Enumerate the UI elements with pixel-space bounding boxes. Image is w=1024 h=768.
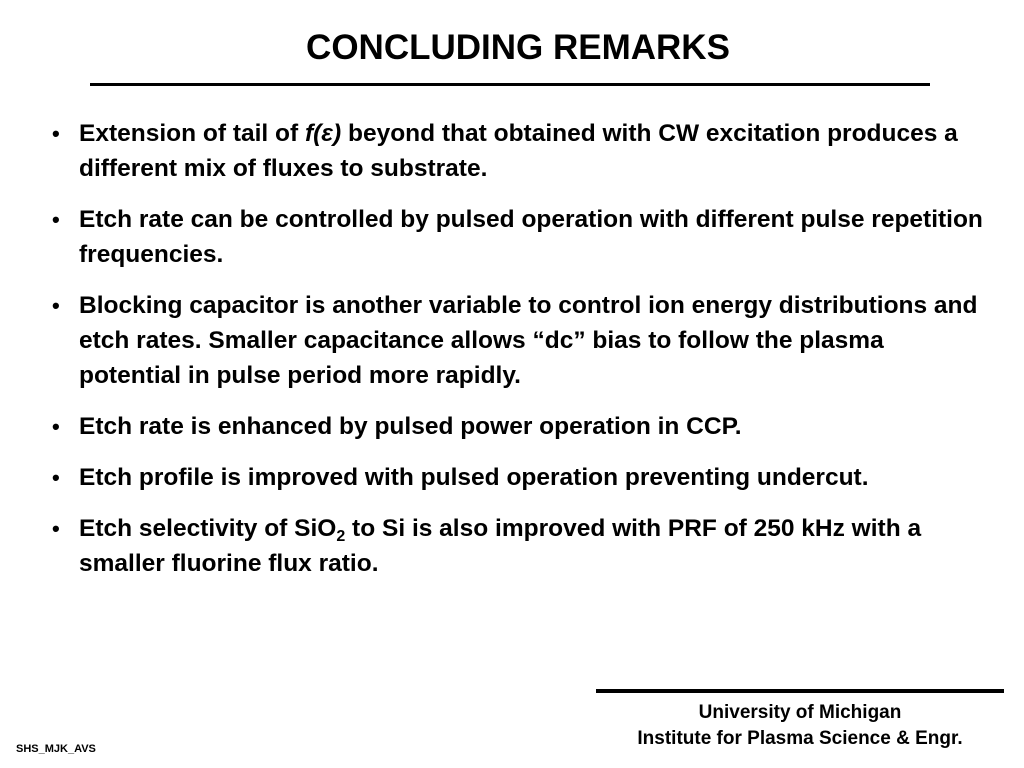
bullet-list [52,116,992,597]
bullet-text-start: Extension of tail of [79,120,305,147]
bullet-item-blocking-capacitor [52,288,992,393]
subscript-two: 2 [336,528,346,545]
university-name: University of Michigan [698,702,902,723]
bullet-text-start: Etch selectivity of SiO [79,515,337,542]
footer-organization [596,700,1004,752]
bullet-text: Etch rate is enhanced by pulsed power operation in CCP. [79,413,742,440]
bullet-text-end: to Si is also improved with PRF of 250 kHz with a smaller fluorine flux ratio. [79,515,922,577]
footer-rule [596,689,1004,693]
bullet-text-end: beyond that obtained with CW excitation produces a different mix of fluxes to substrate. [79,120,958,182]
bullet-item-tail-extension [52,116,992,186]
bullet-icon: • [52,121,60,146]
bullet-text: Etch rate can be controlled by pulsed operation with different pulse repetition frequencies. [79,206,983,268]
bullet-text: Etch profile is improved with pulsed operation preventing undercut. [79,464,869,491]
bullet-icon: • [52,207,60,232]
distribution-function-symbol: f(ε) [304,120,342,147]
bullet-item-etch-selectivity [52,511,992,581]
bullet-icon: • [52,414,60,439]
bullet-icon: • [52,516,60,541]
slide-title: CONCLUDING REMARKS [306,28,730,67]
institute-name: Institute for Plasma Science & Engr. [637,728,963,749]
bullet-item-etch-profile [52,460,992,495]
author-tag: SHS_MJK_AVS [16,743,96,755]
bullet-item-etch-rate-control [52,202,992,272]
bullet-item-etch-rate-enhanced [52,409,992,444]
bullet-icon: • [52,465,60,490]
bullet-text: Blocking capacitor is another variable to control ion energy distributions and etch rates. Smaller capacitance allows “dc” bias to follow the plasma potential in pulse period more rapidly. [79,292,978,389]
title-underline [90,83,930,86]
bullet-icon: • [52,293,60,318]
